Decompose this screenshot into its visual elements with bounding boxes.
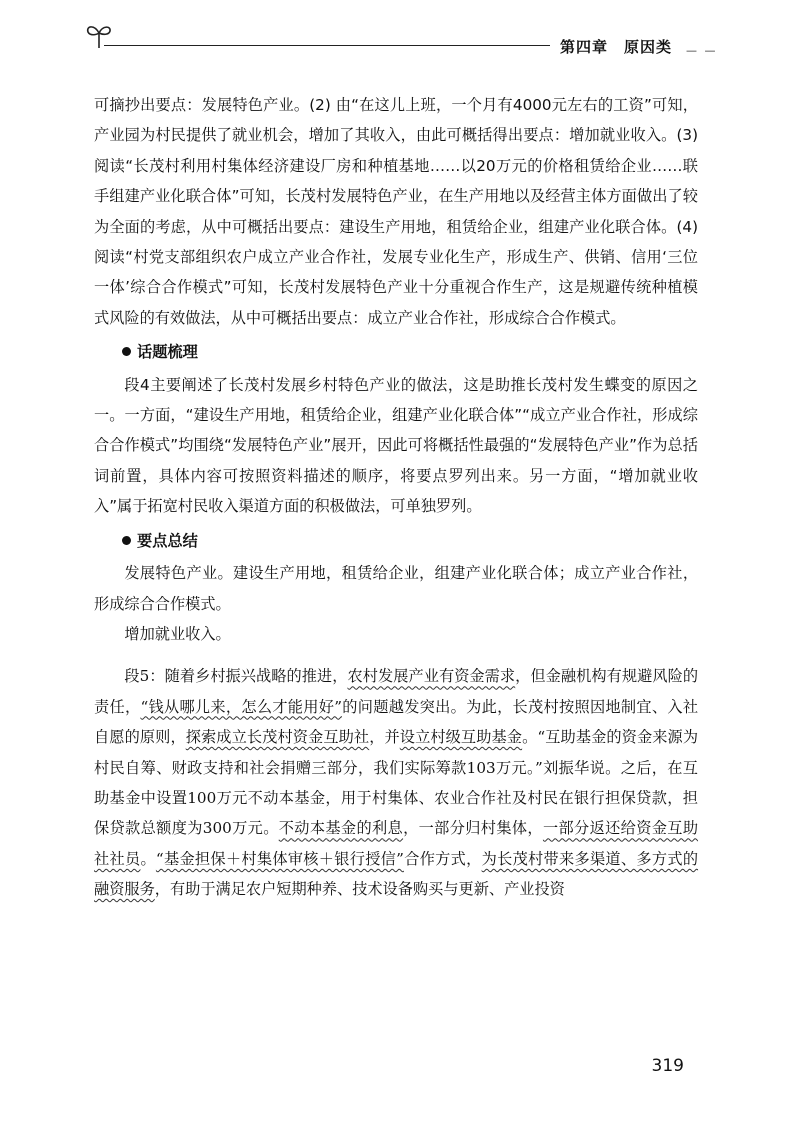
page-body [94, 90, 698, 905]
marked-text: “钱从哪儿来，怎么才能用好” [140, 697, 342, 716]
bullet-icon [122, 536, 131, 545]
text-run: ，有助于满足农户短期种养、技术设备购买与更新、产业投资 [154, 880, 565, 899]
summary-point-2: 增加就业收入。 [124, 624, 231, 643]
text-run: 段5：随着乡村振兴战略的推进， [124, 667, 348, 686]
text-run: 。 [140, 849, 156, 868]
paragraph-material-5 [94, 661, 698, 904]
header-rule [104, 45, 550, 46]
text-run: ，一部分归村集体， [403, 819, 543, 838]
paragraph-topic-analysis: 段4主要阐述了长茂村发展乡村特色产业的做法，这是助推长茂村发生蝶变的原因之一。一方面，“建设生产用地，租赁给企业，组建产业化联合体”“成立产业合作社，形成综合合作模式”均围绕“发展特色产业”展开，因此可将概括性最强的“发展特色产业”作为总括词前置，具体内容可按照资料描述的顺序，将要点罗列出来。另一方面，“增加就业收入”属于拓宽村民收入渠道方面的积极做法，可单独罗列。 [94, 375, 698, 516]
text-run: 的问题越发突出。为此，长茂村按照因地制宜、入社自愿的原则， [94, 697, 699, 747]
summary-point-1: 发展特色产业。建设生产用地，租赁给企业，组建产业化联合体；成立产业合作社，形成综合合作模式。 [94, 564, 698, 613]
chapter-title: 第四章 原因类 [560, 38, 673, 56]
marked-text: 为长茂村带来多渠道、多方式的融资服务 [94, 849, 699, 899]
text-run: 。“互助基金的资金来源为村民自筹、财政支持和社会捐赠三部分，我们实际筹款103万元。”刘振华说。之后，在互助基金中设置100万元不动本基金，用于村集体、农业合作社及村民在银行担保贷款，担保贷款总额度为300万元。 [94, 728, 699, 838]
header-dashes: — — [686, 44, 718, 57]
section-heading-topic [94, 337, 698, 367]
marked-text: 设立村级互助基金 [399, 728, 523, 747]
heading-label: 话题梳理 [137, 343, 198, 362]
page-number: 319 [651, 1056, 684, 1076]
marked-text: 农村发展产业有资金需求 [347, 667, 516, 686]
marked-text: 一部分返还给资金互助社社员 [94, 819, 699, 868]
text-run: 合作方式， [403, 849, 482, 868]
marked-text: 探索成立长茂村资金互助社 [185, 728, 370, 747]
text-run: ，并 [369, 728, 400, 747]
text-run: ，但金融机构有规避风险的责任， [94, 667, 699, 716]
page-header [0, 0, 800, 70]
heading-label: 要点总结 [137, 531, 198, 550]
section-heading-summary [94, 526, 698, 556]
marked-text: “基金担保＋村集体审核＋银行授信” [155, 849, 404, 868]
paragraph-continued: 可摘抄出要点：发展特色产业。(2) 由“在这儿上班，一个月有4000元左右的工资”可知，产业园为村民提供了就业机会，增加了其收入，由此可概括得出要点：增加就业收入。(3) 阅读“长茂村利用村集体经济建设厂房和种植基地……以20万元的价格租赁给企业……联手组建产业化联合体”可知，长茂村发展特色产业，在生产用地以及经营主体方面做出了较为全面的考虑，从中可概括出要点：建设生产用地，租赁给企业，组建产业化联合体。(4) 阅读“村党支部组织农户成立产业合作社，发展专业化生产，形成生产、供销、信用‘三位一体’综合合作模式”可知，长茂村发展特色产业十分重视合作生产，这是规避传统种植模式风险的有效做法，从中可概括出要点：成立产业合作社，形成综合合作模式。 [94, 96, 698, 327]
marked-text: 不动本基金的利息 [278, 819, 404, 838]
bullet-icon [122, 347, 131, 356]
